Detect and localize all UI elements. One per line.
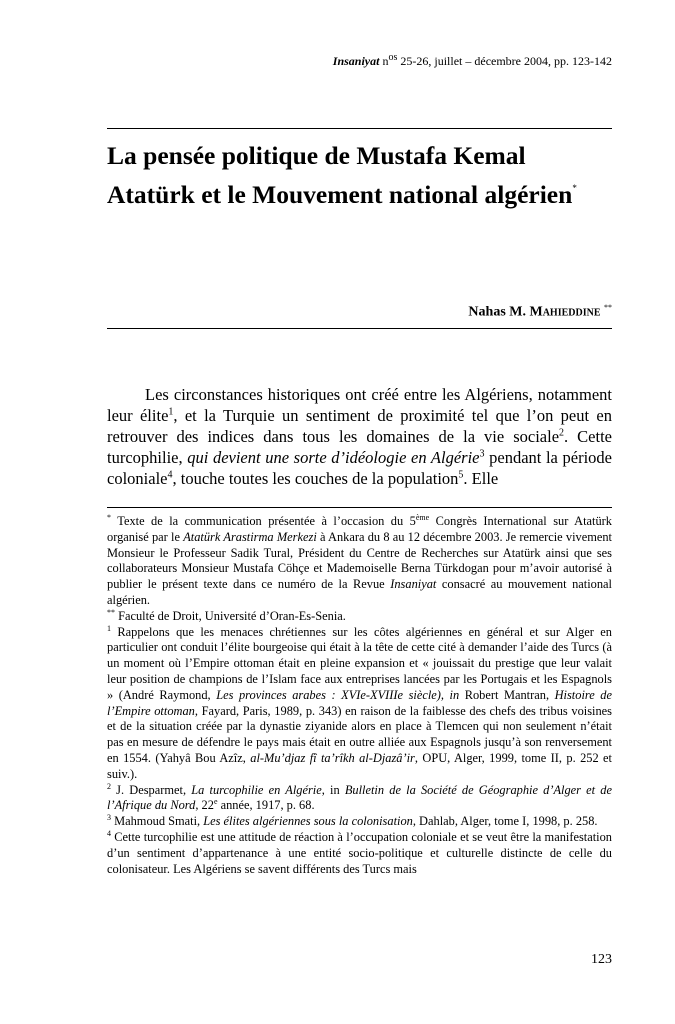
journal-name: Insaniyat [332, 54, 380, 68]
fn-star-text-b: Congrès International sur Atatürk organisé par le [107, 514, 612, 544]
fn1-italic-c: al-Mu’djaz fî ta’rîkh al-Djazâ’ir [250, 750, 415, 765]
footnote-ref-1: 1 [168, 406, 174, 418]
footnote-rule [107, 507, 612, 508]
fn2-sup: e [213, 797, 218, 807]
issue-prefix: n [382, 54, 389, 68]
footnote-star [107, 514, 612, 609]
title-footnote-mark: * [572, 183, 577, 193]
body-text-4: pendant la période coloniale [107, 448, 612, 488]
footnote-3-mark: 3 [107, 813, 111, 823]
issue-details: 25-26, juillet – décembre 2004, pp. 123-142 [397, 54, 612, 68]
running-header [107, 52, 612, 69]
footnote-dstar-mark: ** [107, 607, 115, 617]
fn3-italic-a: Les élites algériennes sous la colonisation [203, 814, 413, 829]
body-text-5: , touche toutes les couches de la population [172, 469, 459, 488]
footnote-2-mark: 2 [107, 781, 111, 791]
top-rule [107, 128, 612, 129]
fn-star-sup: ème [415, 512, 430, 522]
fn1-text-a: Rappelons que les menaces chrétiennes sur les côtes algériennes en général et sur Alger en particulier ont conduit l’élite bourgeoise qui était à la tête de cette cité à demander l’aide des Turcs (à un moment où l’Empire ottoman était en pleine expansion et « jouissait du prestige que leur valait leur position de champions de l’Islam face aux entreprises lancées par les Portugais et les Espagnols » (André Raymond, [107, 624, 612, 702]
fn2-text-b: , in [321, 782, 345, 797]
body-italic-phrase: qui devient une sorte d’idéologie en Algérie [187, 448, 480, 467]
fn3-text-a: Mahmoud Smati, [111, 814, 204, 829]
fn1-text-b: Robert Mantran, [459, 687, 555, 702]
issue-sup: os [388, 52, 398, 63]
fn2-text-d: année, 1917, p. 68. [217, 798, 315, 813]
fn2-text-a: J. Desparmet, [111, 782, 192, 797]
author-rule [107, 328, 612, 329]
fn4-text: Cette turcophilie est une attitude de réaction à l’occupation coloniale et se veut être la manifestation d’un sentiment d’appartenance à une entité socio-politique et culturelle distincte de celle du colonisateur. Les Algériens se savent différents des Turcs mais [107, 829, 612, 876]
fn-star-italic-c: Insaniyat [390, 577, 437, 592]
fn2-text-c: , 22 [195, 798, 214, 813]
footnote-ref-2: 2 [559, 427, 565, 439]
article-title [107, 140, 612, 211]
fn2-italic-b: Bulletin de la Société de Géographie d’Alger et de l’Afrique du Nord [107, 782, 613, 813]
fn3-text-b: , Dahlab, Alger, tome I, 1998, p. 258. [412, 814, 598, 829]
author-first-name: Nahas M. [468, 304, 530, 320]
fn1-text-d: , OPU, Alger, 1999, tome II, p. 252 et suiv.). [107, 750, 612, 781]
author-footnote-mark: ** [604, 303, 612, 312]
footnote-2 [107, 783, 612, 815]
fn1-italic-b: Histoire de l’Empire ottoman [107, 687, 612, 718]
fn-star-text-c: à Ankara du 8 au 12 décembre 2003. Je remercie vivement Monsieur le Professeur Sadik Tural, Président du Centre de Recherches sur Atatürk ainsi que ses collaborateurs Monsieur Mustafa Cöhçe et Mademoiselle Berna Türkdogan pour m’avoir autorisé à publier le présent texte dans ce numéro de la Revue [107, 529, 612, 592]
footnote-dstar [107, 609, 612, 625]
body-paragraph [107, 384, 612, 489]
fn-star-text-a: Texte de la communication présentée à l’occasion du 5 [111, 514, 416, 528]
footnote-3 [107, 814, 612, 830]
body-text-1: Les circonstances historiques ont créé entre les Algériens, notamment leur élite [107, 385, 612, 425]
author-line [107, 303, 612, 321]
fn1-italic-a: Les provinces arabes : XVIe-XVIIIe siècle), in [216, 687, 460, 702]
footnote-ref-5: 5 [458, 469, 464, 481]
fn-dstar-text: Faculté de Droit, Université d’Oran-Es-Senia. [115, 608, 346, 623]
body-text-6: . Elle [463, 469, 499, 488]
fn-star-italic-b: Atatürk Arastirma Merkezi [183, 529, 317, 544]
footnote-star-mark: * [107, 512, 111, 522]
footnotes [107, 514, 612, 877]
fn1-text-c: , Fayard, Paris, 1989, p. 343) en raison de la faiblesse des chefs des tribus voisines et de la situation créée par la dynastie ziyanide alors en place à Tlemcen qui non seulement n’était pas en mesure de défendre le pays mais était en outre alliée aux Espagnols jusqu’à son renversement en 1554. (Yahyâ Bou Azîz, [107, 703, 613, 765]
page-number: 123 [591, 952, 612, 967]
fn-star-text-d: consacré au mouvement national algérien. [107, 577, 612, 607]
body-text-3: . Cette turcophilie, [107, 427, 612, 467]
body-text-2: , et la Turquie un sentiment de proximité tel que l’on peut en retrouver des indices dans tous les domaines de la vie sociale [107, 406, 612, 446]
article-title-text: La pensée politique de Mustafa Kemal Atatürk et le Mouvement national algérien [107, 141, 573, 209]
footnote-ref-3: 3 [479, 448, 485, 460]
footnote-1-mark: 1 [107, 623, 111, 633]
footnote-ref-4: 4 [167, 469, 173, 481]
fn2-italic-a: La turcophilie en Algérie [191, 782, 322, 797]
footnote-4 [107, 830, 612, 877]
footnote-4-mark: 4 [107, 828, 111, 838]
author-last-name: Mahieddine [529, 304, 601, 320]
footnote-1 [107, 625, 612, 783]
